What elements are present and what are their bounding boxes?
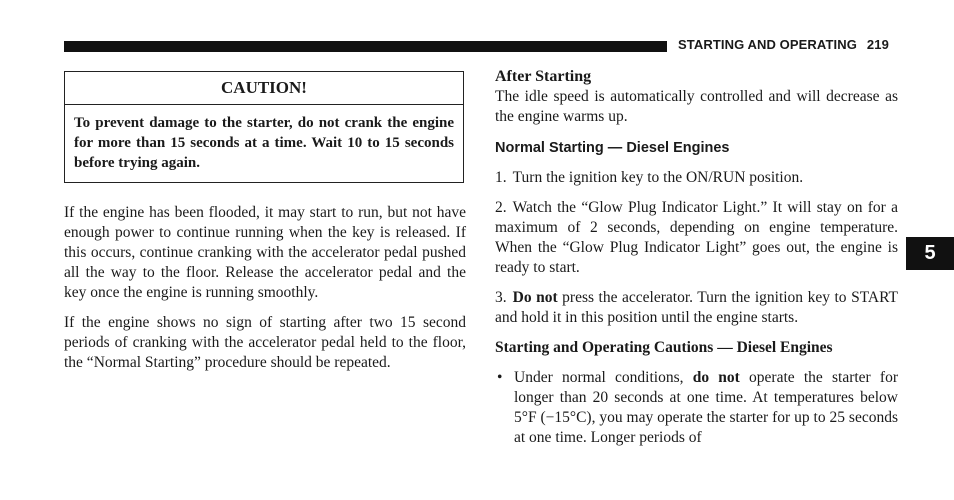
cautions-heading: Starting and Operating Cautions — Diesel Engines [495,339,833,356]
caution-title: CAUTION! [65,72,463,105]
after-starting-heading: After Starting [495,68,592,85]
step-number: 3. [495,289,507,306]
right-column [495,67,898,448]
step-3 [495,288,898,328]
header-rule [64,41,667,52]
paragraph-no-start: If the engine shows no sign of starting after two 15 second periods of cranking with the accelerator pedal held to the floor, the “Normal Starting” procedure should be repeated. [64,314,466,371]
page-number: 219 [866,37,889,52]
normal-starting-heading: Normal Starting — Diesel Engines [495,140,730,156]
bullet-emphasis: do not [692,369,740,386]
bullet-text-pre: Under normal conditions, [514,369,693,386]
caution-text: To prevent damage to the starter, do not crank the engine for more than 15 seconds at a time. Wait 10 to 15 seconds before trying again. [74,115,454,171]
step-2 [495,198,898,278]
after-starting-text: The idle speed is automatically controlled and will decrease as the engine warms up. [495,88,898,125]
step-text: press the accelerator. Turn the ignition key to START and hold it in this position until the engine starts. [495,289,899,326]
step-text: Watch the “Glow Plug Indicator Light.” It will stay on for a maximum of 2 seconds, depending on engine temperature. When the “Glow Plug Indicator Light” goes out, the engine is ready to start. [495,199,898,276]
running-header [678,37,889,52]
bullet-item [495,368,898,448]
paragraph-flooded: If the engine has been flooded, it may start to run, but not have enough power to continue running when the key is released. If this occurs, continue cranking with the accelerator pedal pushed all the way to the floor. Release the accelerator pedal and the key once the engine is running smoothly. [64,204,466,301]
caution-box [64,71,464,183]
step-number: 2. [495,199,507,216]
chapter-tab: 5 [906,237,954,270]
step-text: Turn the ignition key to the ON/RUN position. [512,169,804,186]
step-number: 1. [495,169,507,186]
step-emphasis: Do not [512,289,558,306]
section-title: STARTING AND OPERATING [678,37,857,52]
step-1 [495,168,898,188]
bullet-text-post: operate the starter for longer than 20 seconds at one time. At temperatures below 5°F (−15°C), you may operate the starter for up to 25 seconds at one time. Longer periods of [514,369,898,446]
bullet-symbol: • [497,369,503,386]
left-column [64,203,466,373]
